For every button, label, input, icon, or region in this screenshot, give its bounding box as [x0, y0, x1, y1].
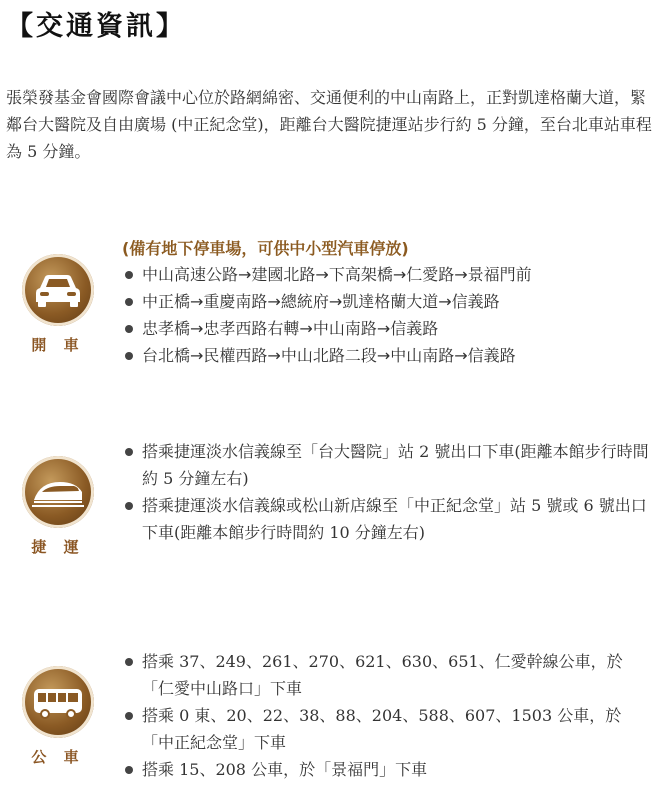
list-item: 搭乘 37、249、261、270、621、630、651、仁愛幹線公車，於「仁愛中山路口」下車	[122, 648, 652, 702]
list-item: 中正橋→重慶南路→總統府→凱達格蘭大道→信義路	[122, 288, 652, 315]
list-item: 台北橋→民權西路→中山北路二段→中山南路→信義路	[122, 342, 652, 369]
list-item: 忠孝橋→忠孝西路右轉→中山南路→信義路	[122, 315, 652, 342]
list-item: 中山高速公路→建國北路→下高架橋→仁愛路→景福門前	[122, 261, 652, 288]
list-item: 搭乘捷運淡水信義線或松山新店線至「中正紀念堂」站 5 號或 6 號出口下車(距離本館步行時間約 10 分鐘左右)	[122, 492, 652, 546]
page-title: 【交通資訊】	[6, 11, 186, 42]
list-item: 搭乘 15、208 公車，於「景福門」下車	[122, 756, 652, 783]
train-icon	[22, 456, 94, 528]
bus-icon	[22, 666, 94, 738]
mrt-icon-block	[22, 456, 94, 557]
mrt-label: 捷 運	[31, 538, 85, 556]
mrt-route-list	[122, 438, 652, 546]
parking-note: (備有地下停車場，可供中小型汽車停放)	[122, 239, 409, 258]
bus-route-list	[122, 648, 652, 783]
drive-label: 開 車	[31, 336, 85, 354]
drive-icon-block	[22, 254, 94, 355]
list-item: 搭乘 0 東、20、22、38、88、204、588、607、1503 公車，於「中正紀念堂」下車	[122, 702, 652, 756]
bus-icon-block	[22, 666, 94, 767]
drive-route-list	[122, 261, 652, 369]
list-item: 搭乘捷運淡水信義線至「台大醫院」站 2 號出口下車(距離本館步行時間約 5 分鐘左右)	[122, 438, 652, 492]
bus-label: 公 車	[31, 748, 85, 766]
car-icon	[22, 254, 94, 326]
intro-paragraph: 張榮發基金會國際會議中心位於路網綿密、交通便利的中山南路上，正對凱達格蘭大道，緊鄰台大醫院及自由廣場 (中正紀念堂)，距離台大醫院捷運站步行約 5 分鐘，至台北車站車程為 5 分鐘。	[6, 88, 652, 161]
